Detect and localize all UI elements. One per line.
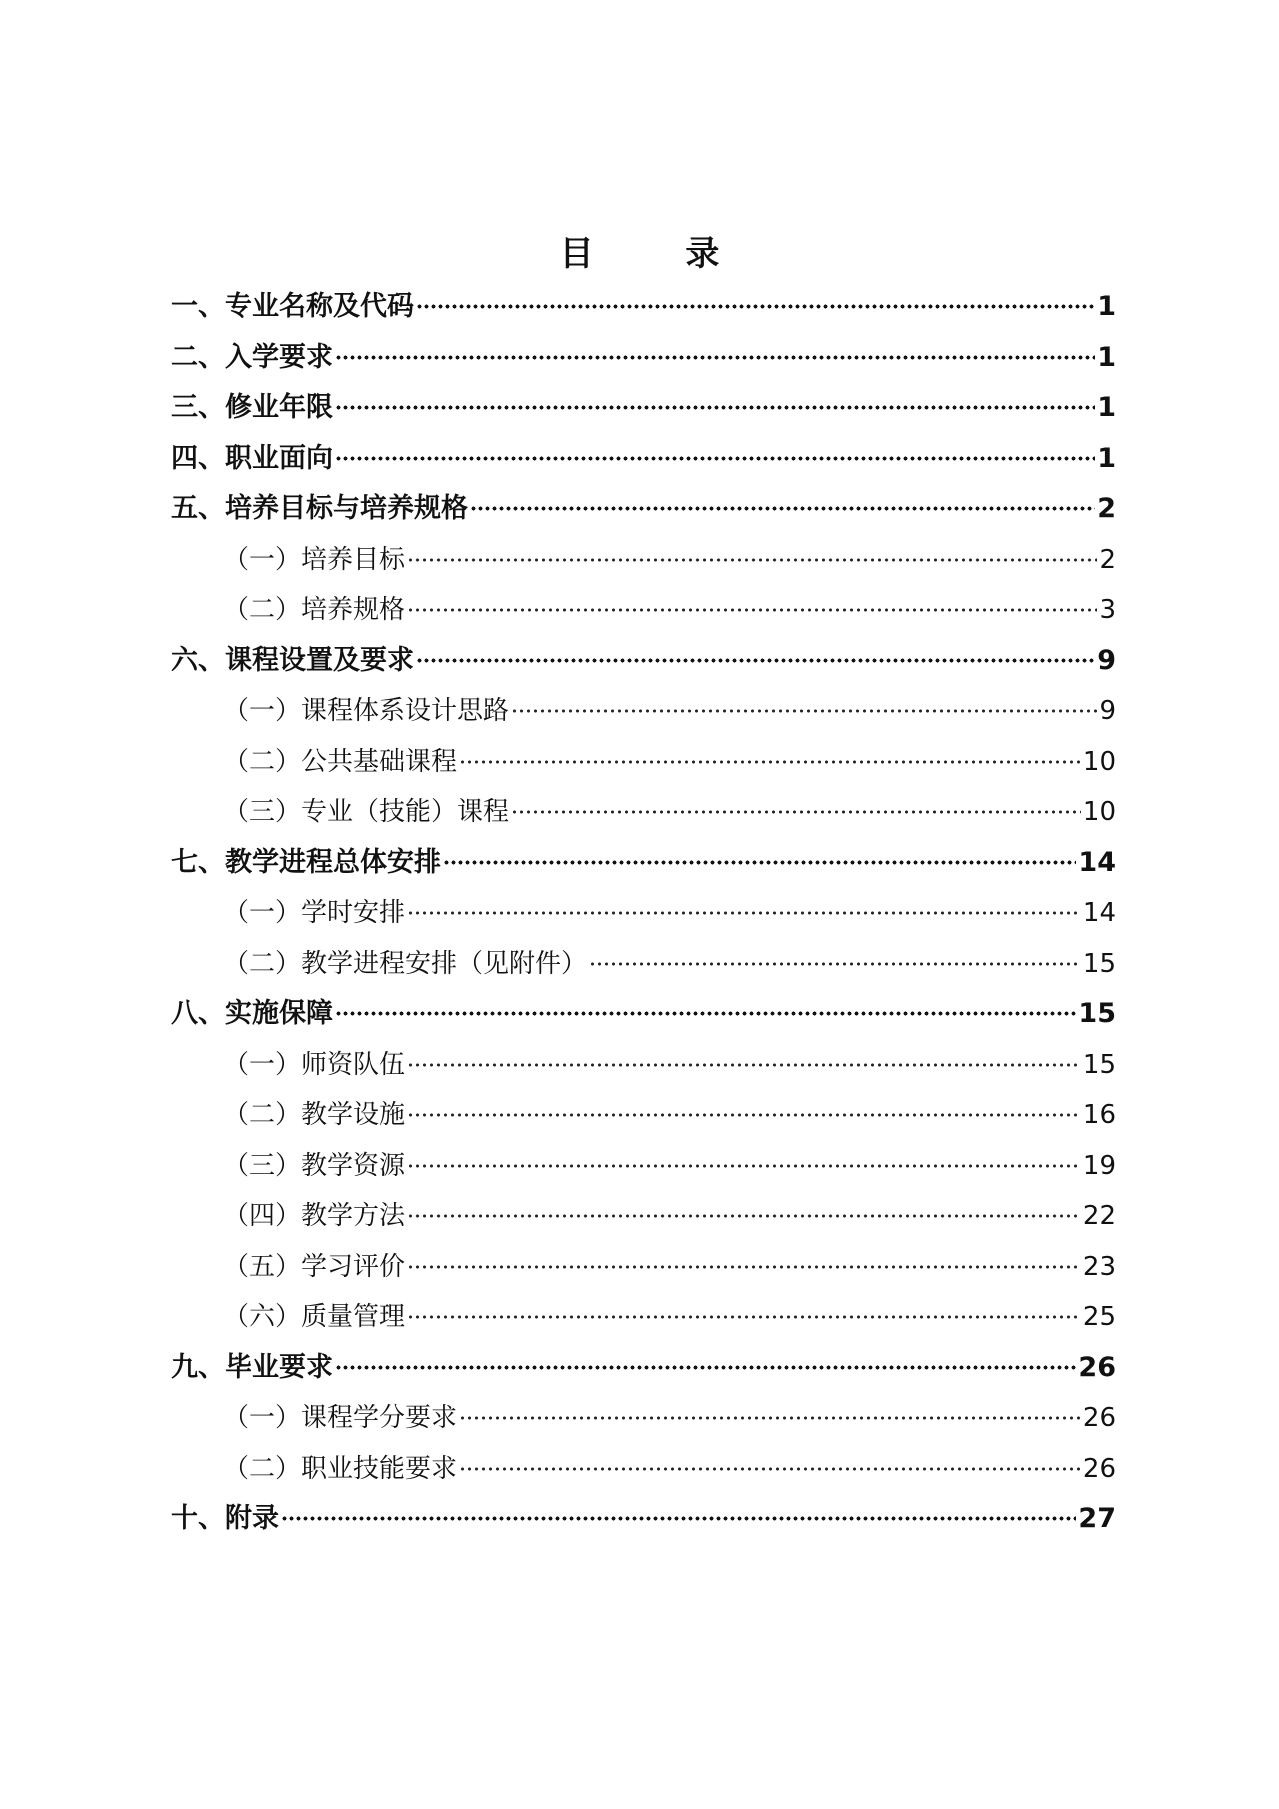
dot-leader [281,1516,1076,1521]
dot-leader [459,760,1081,764]
toc-entry-title: （二）教学进程安排（见附件） [223,948,588,979]
toc-entry-page-number: 26 [1078,1351,1116,1383]
toc-entry[interactable] [171,1040,1116,1091]
toc-entry-title: （二）培养规格 [223,595,406,625]
toc-entry[interactable] [171,1393,1116,1444]
toc-entry-page-number: 1 [1097,442,1116,474]
toc-entry-title: 十、附录 [171,1503,279,1534]
toc-entry-title: 四、职业面向 [171,442,333,474]
toc-entry-title: （六）质量管理 [223,1302,406,1332]
dot-leader [335,355,1095,360]
dot-leader [416,304,1095,309]
toc-entry[interactable] [171,939,1116,990]
toc-entry-title: （二）公共基础课程 [223,746,458,777]
dot-leader [407,1063,1081,1067]
toc-entry-title: （一）课程学分要求 [223,1403,458,1433]
toc-entry[interactable] [171,1242,1116,1293]
dot-leader [511,810,1081,814]
toc-entry-title: 三、修业年限 [171,392,333,423]
toc-entry[interactable] [171,787,1116,838]
dot-leader [407,608,1097,612]
toc-entry-page-number: 15 [1082,948,1116,979]
toc-entry[interactable] [171,434,1116,485]
toc-entry[interactable] [171,1343,1116,1394]
toc-entry-page-number: 19 [1082,1150,1116,1181]
toc-entry[interactable] [171,838,1116,889]
toc-entry[interactable] [171,686,1116,737]
dot-leader [407,1113,1081,1117]
toc-entry-page-number: 14 [1082,898,1116,928]
toc-entry[interactable] [171,737,1116,788]
toc-entry-title: （二）职业技能要求 [223,1453,458,1484]
toc-entry[interactable] [171,383,1116,434]
dot-leader [335,405,1095,410]
toc-entry[interactable] [171,535,1116,586]
toc-entry[interactable] [171,333,1116,384]
toc-entry-page-number: 2 [1097,493,1116,524]
toc-entry[interactable] [171,636,1116,687]
toc-entry-title: （三）专业（技能）课程 [223,797,510,827]
toc-entry-title: （一）师资队伍 [223,1049,406,1080]
dot-leader [335,456,1095,461]
dot-leader [407,1265,1081,1269]
dot-leader [589,962,1081,966]
toc-entry-title: （一）培养目标 [223,544,406,575]
toc-entry-page-number: 3 [1099,595,1116,625]
toc-entry-page-number: 14 [1078,846,1116,878]
toc-entry[interactable] [171,1494,1116,1545]
dot-leader [416,658,1095,663]
toc-entry-title: 一、专业名称及代码 [171,291,414,322]
toc-entry[interactable] [171,585,1116,636]
toc-entry-title: 七、教学进程总体安排 [171,846,441,878]
toc-entry-page-number: 22 [1082,1201,1116,1231]
toc-entry-title: 二、入学要求 [171,341,333,373]
toc-entry-page-number: 10 [1082,797,1116,827]
toc-entry-title: （一）学时安排 [223,898,406,928]
table-of-contents [171,282,1116,1545]
page-title: 目 录 [559,234,760,274]
dot-leader [459,1416,1081,1420]
dot-leader [459,1467,1081,1471]
toc-entry-title: 六、课程设置及要求 [171,644,414,676]
toc-entry-page-number: 9 [1097,644,1116,676]
toc-entry-page-number: 27 [1078,1503,1116,1534]
toc-entry-title: （五）学习评价 [223,1251,406,1282]
toc-entry-page-number: 9 [1099,696,1116,726]
toc-entry[interactable] [171,1444,1116,1495]
toc-entry-page-number: 10 [1082,746,1116,777]
toc-entry-title: （三）教学资源 [223,1150,406,1181]
toc-entry-title: 五、培养目标与培养规格 [171,493,468,524]
toc-entry[interactable] [171,1141,1116,1192]
toc-entry-page-number: 25 [1082,1302,1116,1332]
toc-entry[interactable] [171,282,1116,333]
toc-entry-title: （一）课程体系设计思路 [223,696,510,726]
toc-entry-page-number: 15 [1078,998,1116,1029]
toc-entry-page-number: 2 [1099,544,1116,575]
toc-entry-page-number: 26 [1082,1403,1116,1433]
dot-leader [335,1365,1076,1370]
dot-leader [470,506,1095,511]
dot-leader [407,558,1097,562]
toc-entry[interactable] [171,1292,1116,1343]
toc-entry-page-number: 1 [1097,341,1116,373]
dot-leader [407,1214,1081,1218]
toc-entry-page-number: 16 [1082,1100,1116,1130]
toc-entry-page-number: 26 [1082,1453,1116,1484]
toc-entry-title: 九、毕业要求 [171,1351,333,1383]
dot-leader [407,1315,1081,1319]
dot-leader [335,1011,1076,1016]
toc-entry[interactable] [171,1191,1116,1242]
dot-leader [407,911,1081,915]
dot-leader [407,1164,1081,1168]
toc-entry[interactable] [171,989,1116,1040]
toc-entry-page-number: 15 [1082,1049,1116,1080]
dot-leader [443,860,1076,865]
dot-leader [511,709,1097,713]
toc-entry-title: （四）教学方法 [223,1201,406,1231]
toc-entry-page-number: 1 [1097,392,1116,423]
toc-entry[interactable] [171,888,1116,939]
toc-entry-page-number: 23 [1082,1251,1116,1282]
toc-entry-page-number: 1 [1097,291,1116,322]
toc-entry[interactable] [171,1090,1116,1141]
toc-entry-title: 八、实施保障 [171,998,333,1029]
toc-entry-title: （二）教学设施 [223,1100,406,1130]
toc-entry[interactable] [171,484,1116,535]
